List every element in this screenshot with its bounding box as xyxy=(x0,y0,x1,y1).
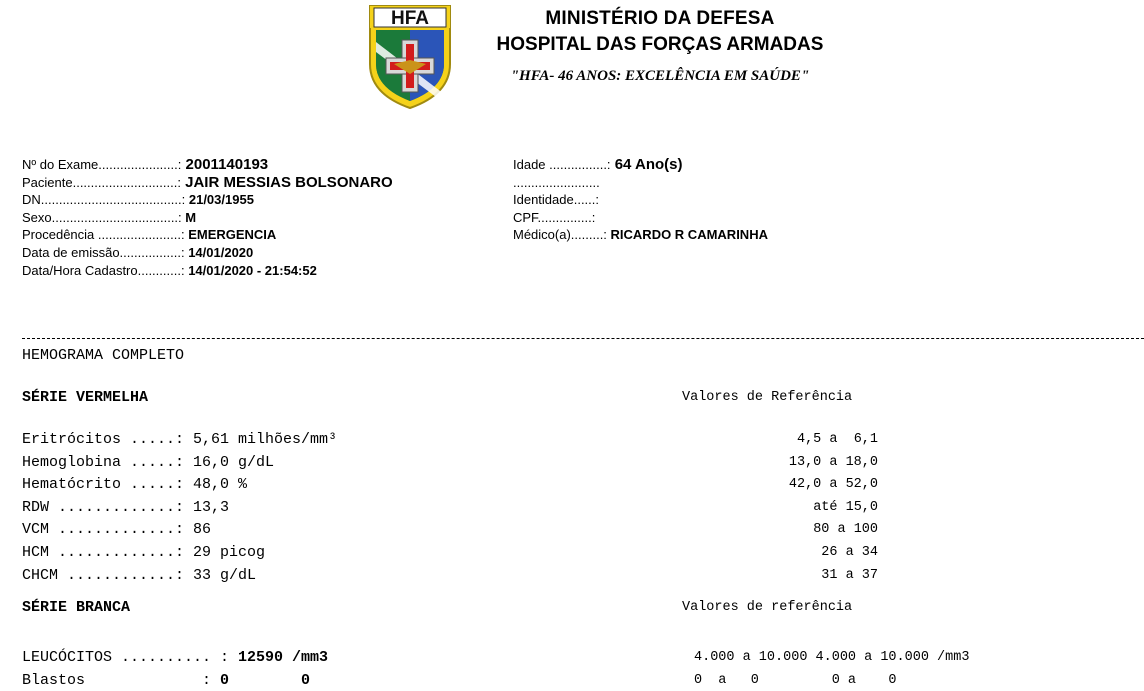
result-value: 16,0 g/dL xyxy=(184,453,275,471)
result-value: 13,3 xyxy=(184,498,230,516)
result-label: Hematócrito .....: xyxy=(22,476,185,494)
patient-field-value: 2001140193 xyxy=(181,156,269,173)
patient-field-row xyxy=(22,226,393,244)
ministry-name: MINISTÉRIO DA DEFESA xyxy=(545,8,775,29)
patient-field-value: EMERGENCIA xyxy=(184,227,277,243)
result-value: 0 0 xyxy=(211,671,311,689)
white-series-heading: SÉRIE BRANCA xyxy=(22,599,131,616)
patient-field-row xyxy=(22,174,393,192)
patient-field-row xyxy=(22,156,393,174)
patient-field-value: RICARDO R CAMARINHA xyxy=(606,227,768,243)
reference-range: 31 a 37 xyxy=(821,567,878,583)
reference-range: 0 a 0 0 a 0 xyxy=(694,672,897,688)
patient-field-row xyxy=(513,174,768,192)
patient-field-value: 14/01/2020 - 21:54:52 xyxy=(184,262,317,278)
result-value: 12590 /mm3 xyxy=(229,649,329,666)
result-value: 33 g/dL xyxy=(184,566,257,584)
patient-field-row xyxy=(513,191,768,209)
patient-info-left xyxy=(22,156,393,279)
result-label: Hemoglobina .....: xyxy=(22,453,185,471)
patient-field-label: DN.......................................: xyxy=(22,192,186,208)
patient-field-row xyxy=(22,262,393,280)
hfa-shield-logo xyxy=(366,2,454,110)
reference-range: 4,5 a 6,1 xyxy=(796,432,878,447)
result-value: 48,0 % xyxy=(184,476,248,494)
patient-field-label: Data de emissão.................: xyxy=(22,244,185,260)
reference-range: 80 a 100 xyxy=(813,522,878,538)
patient-field-value: 21/03/1955 xyxy=(185,192,254,208)
logo-text: HFA xyxy=(391,8,429,29)
result-label: Blastos : xyxy=(22,671,212,689)
hospital-name: HOSPITAL DAS FORÇAS ARMADAS xyxy=(496,34,824,55)
result-label: VCM .............: xyxy=(22,521,185,539)
reference-range: 42,0 a 52,0 xyxy=(788,477,878,493)
patient-field-label: Sexo...................................: xyxy=(22,209,182,225)
patient-field-label: Idade ................: xyxy=(513,157,611,172)
red-series-heading: SÉRIE VERMELHA xyxy=(22,389,149,406)
result-value: 86 xyxy=(184,521,212,539)
patient-field-value: 64 Ano(s) xyxy=(610,156,683,173)
reference-range: 4.000 a 10.000 4.000 a 10.000 /mm3 xyxy=(694,650,970,665)
patient-field-row xyxy=(513,209,768,227)
institution-header xyxy=(460,6,860,88)
patient-field-label: Procedência .......................: xyxy=(22,227,185,243)
patient-info-right xyxy=(513,156,768,244)
result-value: 5,61 milhões/mm³ xyxy=(184,431,338,448)
patient-field-row xyxy=(513,226,768,244)
patient-field-value: JAIR MESSIAS BOLSONARO xyxy=(180,173,393,191)
result-label: Eritrócitos .....: xyxy=(22,431,185,448)
patient-field-label: Paciente.............................: xyxy=(22,174,181,190)
patient-field-row xyxy=(513,156,768,174)
section-divider xyxy=(22,338,1144,339)
result-value: 29 picog xyxy=(184,544,266,561)
white-ref-heading: Valores de referência xyxy=(682,600,853,615)
red-ref-heading: Valores de Referência xyxy=(682,390,853,405)
reference-range: 26 a 34 xyxy=(821,545,878,560)
reference-range: 13,0 a 18,0 xyxy=(788,454,878,470)
patient-field-row xyxy=(22,191,393,209)
patient-field-label: Identidade......: xyxy=(513,192,600,208)
patient-field-label: ........................ xyxy=(513,174,600,190)
patient-field-label: Nº do Exame......................: xyxy=(22,157,182,172)
result-label: LEUCÓCITOS .......... : xyxy=(22,649,230,666)
exam-title: HEMOGRAMA COMPLETO xyxy=(22,347,185,364)
result-label: HCM .............: xyxy=(22,544,185,561)
patient-field-value: M xyxy=(181,209,197,225)
patient-field-row xyxy=(22,244,393,262)
hospital-motto: "HFA- 46 ANOS: EXCELÊNCIA EM SAÚDE" xyxy=(510,68,810,84)
patient-field-row xyxy=(22,209,393,227)
patient-field-value: 14/01/2020 xyxy=(184,244,254,260)
result-label: CHCM ............: xyxy=(22,566,185,584)
patient-field-label: CPF...............: xyxy=(513,209,596,225)
patient-field-label: Médico(a).........: xyxy=(513,227,607,243)
patient-field-label: Data/Hora Cadastro............: xyxy=(22,262,185,278)
reference-range: até 15,0 xyxy=(813,499,878,515)
result-label: RDW .............: xyxy=(22,498,185,516)
